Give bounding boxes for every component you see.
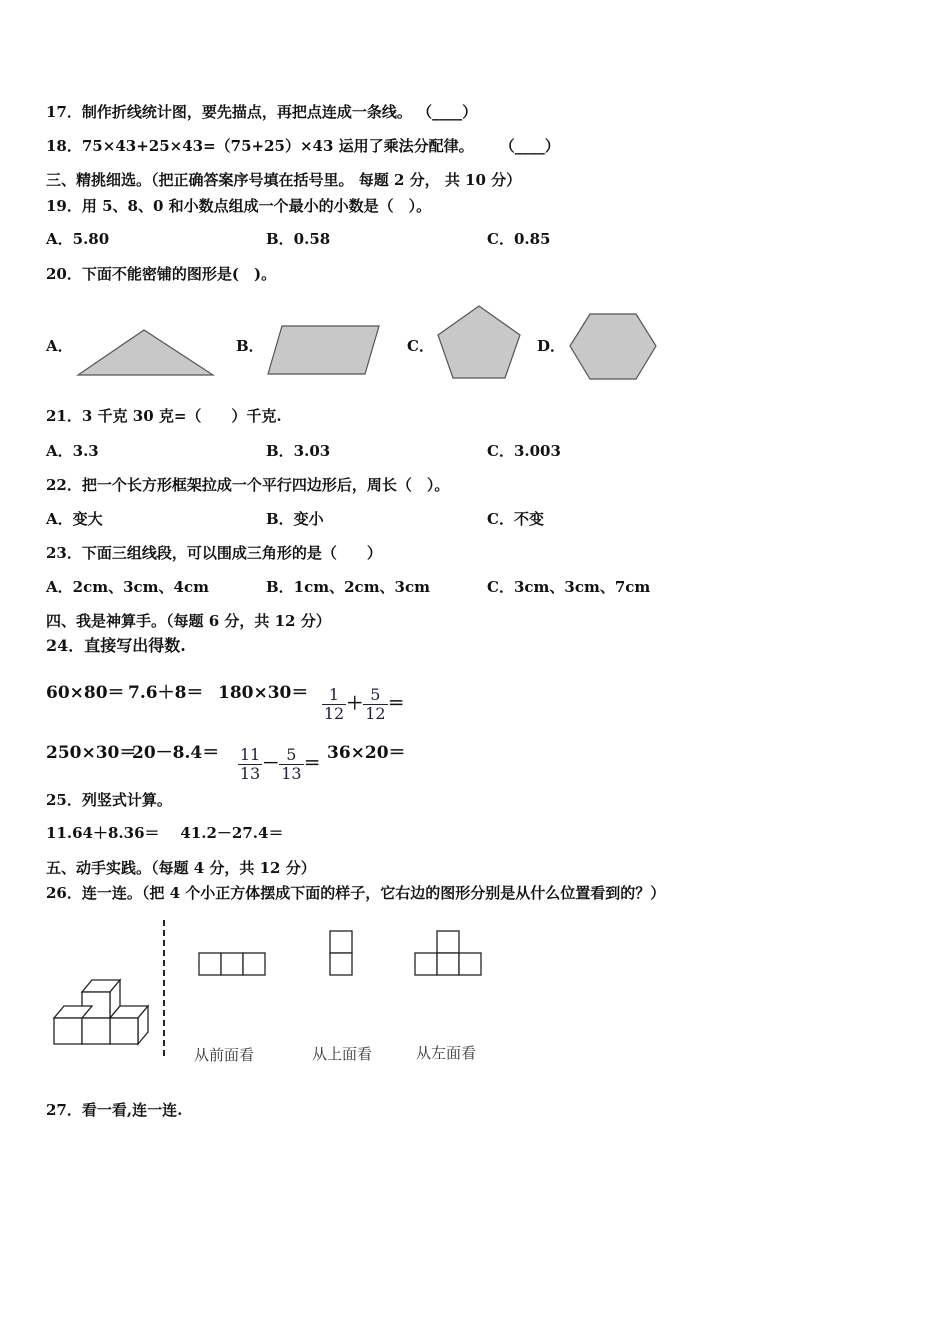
question-24: 24．直接写出得数. <box>46 636 186 655</box>
section-5-heading: 五、动手实践。（每题 4 分，共 12 分） <box>46 859 316 877</box>
q21-option-a: A．3.3 <box>46 442 99 460</box>
q22-option-a: A．变大 <box>46 510 103 528</box>
q23-option-c: C．3cm、3cm、7cm <box>487 578 651 596</box>
question-21: 21．3 千克 30 克=（ ）千克. <box>46 407 282 425</box>
q24-row1-expr-b: 7.6＋8＝ <box>128 683 204 703</box>
q23-option-a: A．2cm、3cm、4cm <box>46 578 209 596</box>
q24-row2-expr-b: 20－8.4＝ <box>132 743 220 763</box>
q24-row1-expr-a: 60×80＝ <box>46 683 125 703</box>
question-23: 23．下面三组线段，可以围成三角形的是（ ） <box>46 544 382 562</box>
hexagon-shape <box>568 312 658 382</box>
q24-row2-expr-c: 36×20＝ <box>327 743 406 763</box>
dashed-divider <box>160 918 168 1062</box>
q21-option-c: C．3.003 <box>487 442 561 460</box>
q19-option-a: A．5.80 <box>46 230 110 248</box>
q24-row2-fraction-diff: $\frac{11}{13}$ － $\frac{5}{13}$ ＝ <box>239 745 321 783</box>
q24-row2-expr-a: 250×30＝ <box>46 743 137 763</box>
parallelogram-shape <box>266 324 382 376</box>
q22-option-c: C．不变 <box>487 510 544 528</box>
view-two-squares-column <box>327 928 355 978</box>
question-17: 17．制作折线统计图，要先描点，再把点连成一条线。 （____） <box>46 103 478 121</box>
q22-option-b: B．变小 <box>266 510 324 528</box>
q21-option-b: B．3.03 <box>266 442 331 460</box>
triangle-shape <box>76 328 216 378</box>
view-three-squares-row <box>196 950 268 978</box>
fraction-1-12: $\frac{1}{12}$ <box>323 685 345 723</box>
q25-expressions: 11.64＋8.36＝ 41.2－27.4＝ <box>46 824 284 842</box>
section-3-heading: 三、精挑细选。（把正确答案序号填在括号里。 每题 2 分， 共 10 分） <box>46 171 522 189</box>
q20-option-b: B． <box>236 337 264 355</box>
caption-left-view: 从左面看 <box>416 1044 477 1062</box>
question-25: 25．列竖式计算。 <box>46 791 172 809</box>
cube-arrangement-figure <box>50 972 150 1048</box>
q24-row1-expr-c: 180×30＝ <box>218 683 309 703</box>
question-19: 19．用 5、8、0 和小数点组成一个最小的小数是（ ）。 <box>46 197 432 215</box>
question-22: 22．把一个长方形框架拉成一个平行四边形后，周长（ ）。 <box>46 476 450 494</box>
section-4-heading: 四、我是神算手。（每题 6 分，共 12 分） <box>46 612 331 630</box>
fraction-11-13: $\frac{11}{13}$ <box>239 745 261 783</box>
q24-row1-fraction-sum: $\frac{1}{12}$ ＋ $\frac{5}{12}$ ＝ <box>323 685 405 723</box>
question-20: 20．下面不能密铺的图形是( )。 <box>46 265 277 283</box>
q20-option-d: D． <box>537 337 566 355</box>
caption-front-view: 从前面看 <box>194 1046 255 1064</box>
fraction-5-12: $\frac{5}{12}$ <box>365 685 386 723</box>
caption-top-view: 从上面看 <box>312 1045 373 1063</box>
pentagon-shape <box>436 304 522 380</box>
view-t-shape <box>412 928 484 978</box>
question-18: 18．75×43+25×43=（75+25）×43 运用了乘法分配律。 （____） <box>46 137 560 155</box>
question-26: 26．连一连。（把 4 个小正方体摆成下面的样子，它右边的图形分别是从什么位置看到的？） <box>46 884 666 902</box>
q19-option-c: C．0.85 <box>487 230 551 248</box>
question-27: 27．看一看,连一连. <box>46 1101 183 1119</box>
q20-option-c: C． <box>407 337 434 355</box>
q19-option-b: B．0.58 <box>266 230 331 248</box>
q20-option-a: A． <box>46 337 73 355</box>
q23-option-b: B．1cm、2cm、3cm <box>266 578 431 596</box>
fraction-5-13: $\frac{5}{13}$ <box>281 745 302 783</box>
